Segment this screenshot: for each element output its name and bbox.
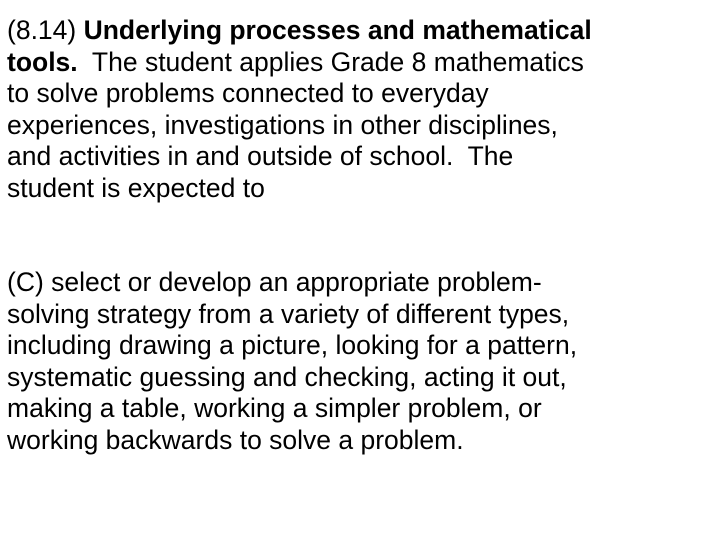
intro-line: and activities in and outside of school. The <box>7 141 514 171</box>
expectation-c <box>7 267 713 456</box>
expectation-line: (C) select or develop an appropriate problem- <box>7 267 542 297</box>
standard-code: (8.14) <box>7 15 77 45</box>
expectation-line: including drawing a picture, looking for a pattern, <box>7 330 578 360</box>
intro-line: experiences, investigations in other disciplines, <box>7 109 558 140</box>
standard-intro <box>7 15 713 267</box>
slide-content <box>7 15 713 456</box>
intro-line: to solve problems connected to everyday <box>7 78 489 108</box>
expectation-line: solving strategy from a variety of different types, <box>7 298 570 329</box>
expectation-line: systematic guessing and checking, acting it out, <box>7 361 567 392</box>
intro-line: student is expected to <box>7 172 265 203</box>
expectation-line: making a table, working a simpler problem, or <box>7 393 542 423</box>
intro-line: The student applies Grade 8 mathematics <box>91 46 584 77</box>
standard-line-2 <box>7 47 713 79</box>
standard-line-1 <box>7 15 713 47</box>
expectation-line: working backwards to solve a problem. <box>7 424 464 455</box>
standard-heading-part-2: tools. <box>7 46 78 77</box>
standard-heading-part-1: Underlying processes and mathematical <box>83 15 592 45</box>
